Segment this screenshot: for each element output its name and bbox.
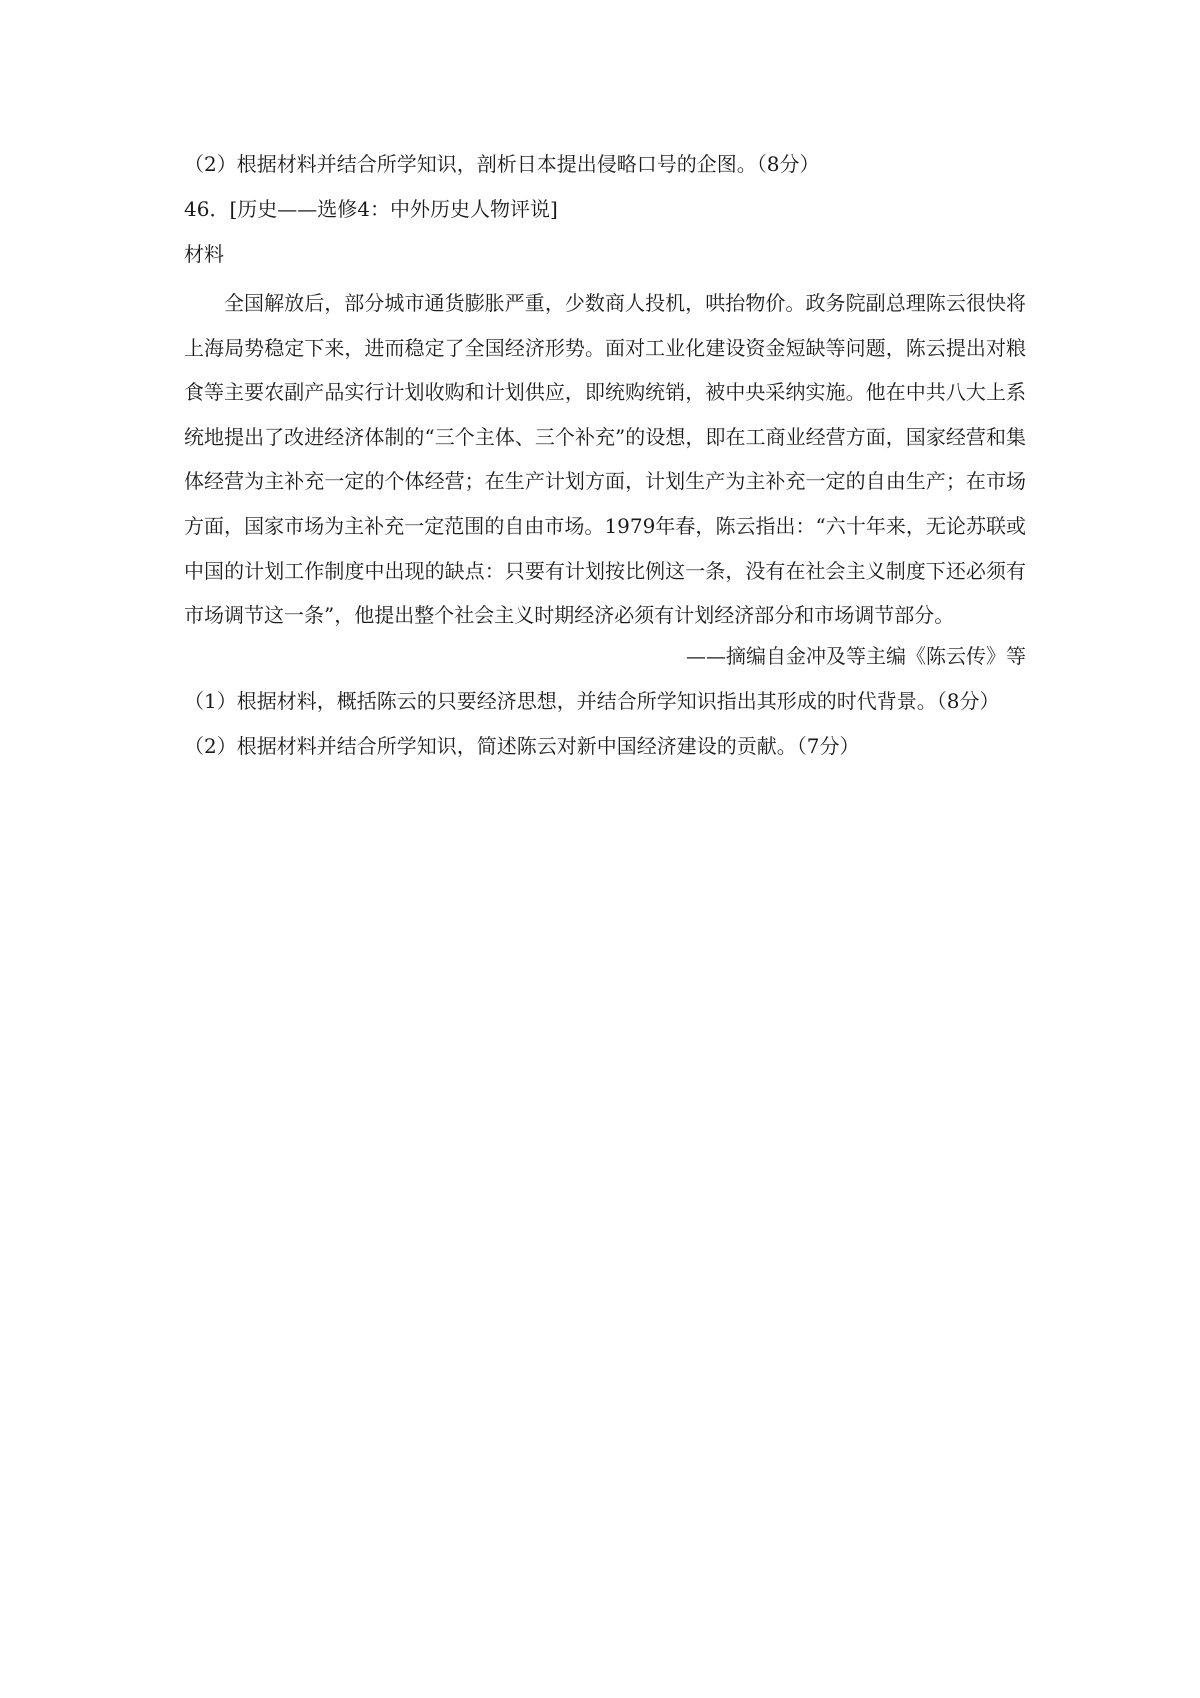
previous-question-part-2: （2）根据材料并结合所学知识，剖析日本提出侵略口号的企图。（8分） [184,152,820,176]
material-paragraph: 全国解放后，部分城市通货膨胀严重，少数商人投机，哄抬物价。政务院副总理陈云很快将上海局势稳定下来，进而稳定了全国经济形势。面对工业化建设资金短缺等问题，陈云提出对粮食等主要农副产品实行计划收购和计划供应，即统购统销，被中央采纳实施。他在中共八大上系统地提出了改进经济体制的“三个主体、三个补充”的设想，即在工商业经营方面，国家经营和集体经营为主补充一定的个体经营；在生产计划方面，计划生产为主补充一定的自由生产；在市场方面，国家市场为主补充一定范围的自由市场。1979年春，陈云指出：“六十年来，无论苏联或中国的计划工作制度中出现的缺点：只要有计划按比例这一条，没有在社会主义制度下还必须有市场调节这一条”，他提出整个社会主义时期经济必须有计划经济部分和市场调节部分。 [184,291,1026,628]
sub-question-1: （1）根据材料，概括陈云的只要经济思想，并结合所学知识指出其形成的时代背景。（8分） [184,688,1000,713]
sub-question-2: （2）根据材料并结合所学知识，简述陈云对新中国经济建设的贡献。（7分） [184,733,860,758]
material-source: ——摘编自金冲及等主编《陈云传》等 [686,643,1026,668]
material-label: 材料 [184,242,224,266]
document-content [184,146,1026,773]
question-46-heading: 46．[历史——选修4：中外历史人物评说] [184,197,558,221]
